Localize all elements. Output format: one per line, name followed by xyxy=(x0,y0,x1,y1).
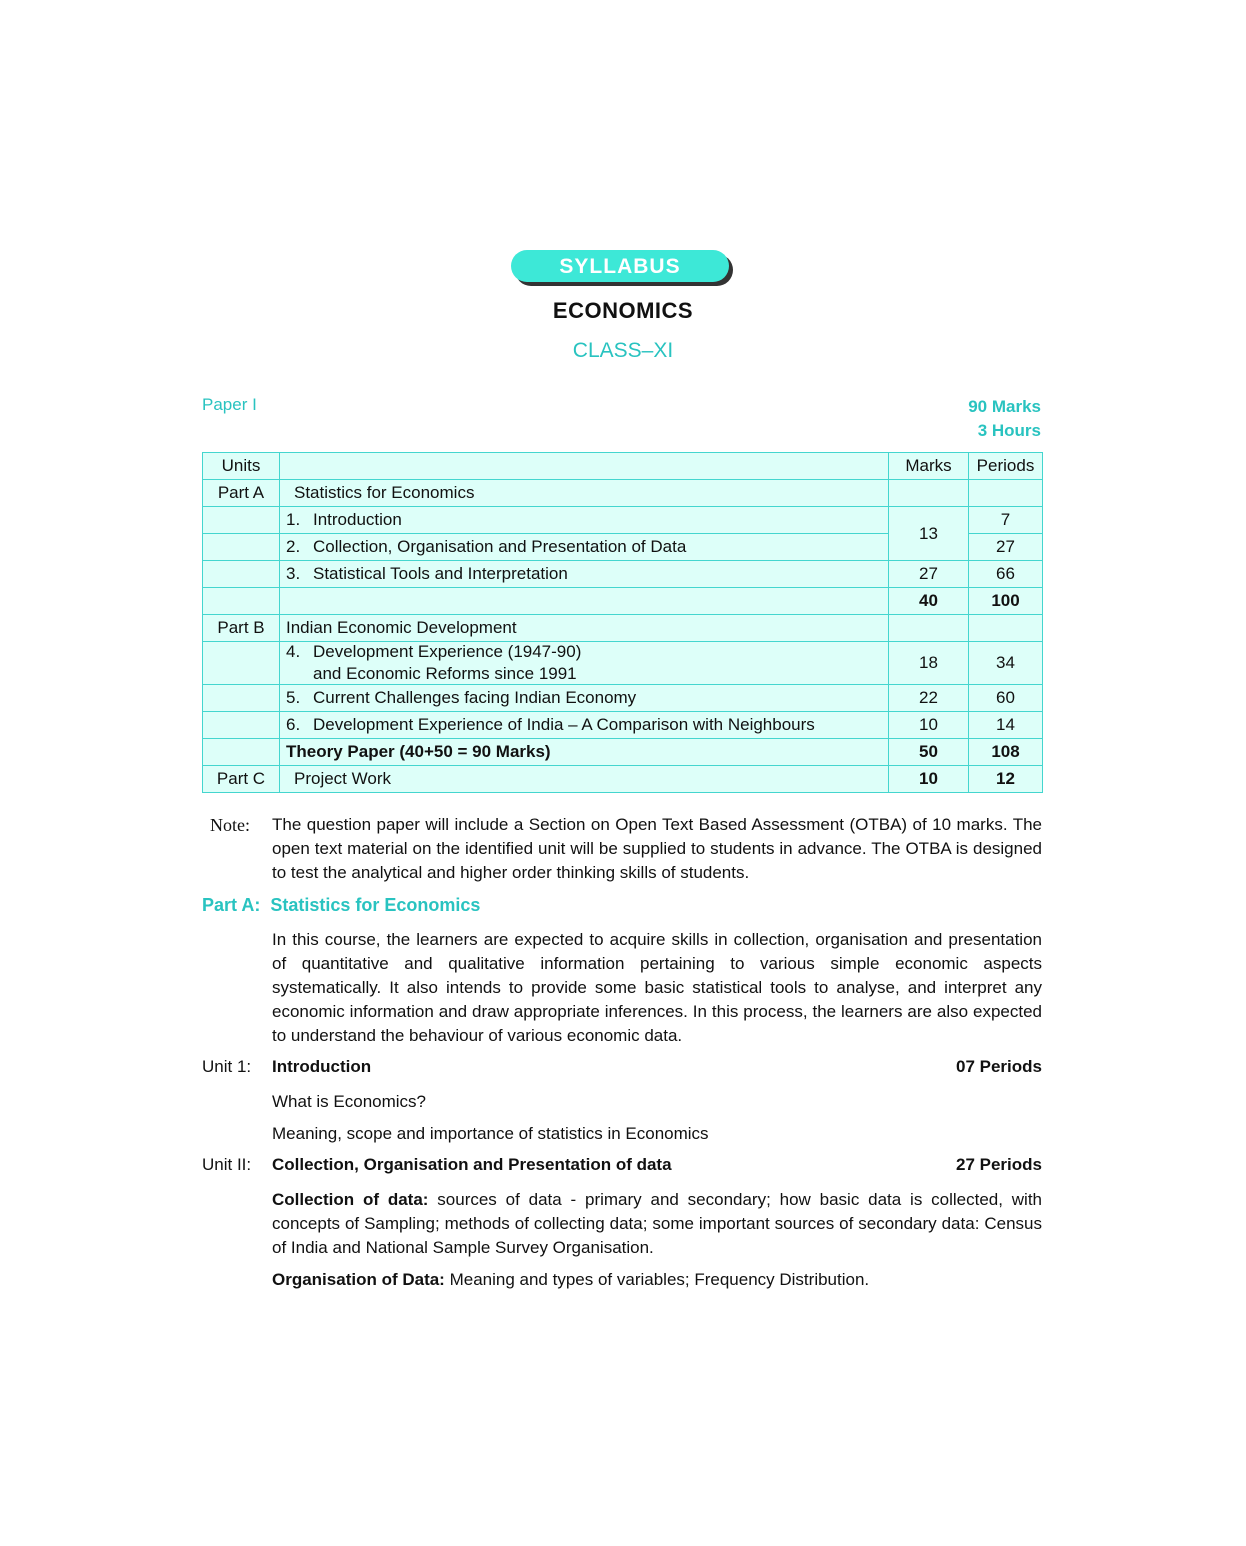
unit-2-periods: 27 Periods xyxy=(956,1155,1042,1174)
part-a-heading: Part A: Statistics for Economics xyxy=(202,895,481,915)
unit-2-header xyxy=(202,1155,1042,1175)
part-a-intro: In this course, the learners are expected to acquire skills in collection, organisation and presentation of quantitative and qualitative information pertaining to various simple economic aspects systematically. It also intends to provide some basic statistical tools to analyse, and interpret any economic information and draw appropriate inferences. In this process, the learners are also expected to understand the behaviour of various economic data. xyxy=(272,930,1042,1045)
theory-periods: 108 xyxy=(969,739,1043,766)
table-row xyxy=(203,561,1043,588)
unit-2-label: Unit II: xyxy=(202,1155,252,1174)
badge-label: SYLLABUS xyxy=(511,250,729,282)
header-units: Units xyxy=(203,453,280,480)
row-periods: 7 xyxy=(969,507,1043,534)
header-periods: Periods xyxy=(969,453,1043,480)
table-row xyxy=(203,685,1043,712)
subtotal-marks: 40 xyxy=(889,588,969,615)
part-c-label: Part C xyxy=(203,766,280,793)
row-text: 1. Introduction xyxy=(280,507,889,534)
theory-text: Theory Paper (40+50 = 90 Marks) xyxy=(280,739,889,766)
collection-text: sources of data - primary and secondary; how basic data is collected, with concepts of Sampling; methods of collecting data; some important sources of secondary data: Census of India and National Sample Survey Organisation. xyxy=(272,1190,1043,1257)
part-a-title: Statistics for Economics xyxy=(280,480,889,507)
row-marks: 18 xyxy=(889,642,969,685)
row-periods: 66 xyxy=(969,561,1043,588)
part-c-marks: 10 xyxy=(889,766,969,793)
subtotal-periods: 100 xyxy=(969,588,1043,615)
unit-1-title: Introduction xyxy=(272,1057,372,1076)
table-row-subtotal xyxy=(203,588,1043,615)
unit-1-line-2: Meaning, scope and importance of statistics in Economics xyxy=(272,1124,709,1143)
organisation-label: Organisation of Data: xyxy=(272,1270,445,1289)
row-periods: 34 xyxy=(969,642,1043,685)
unit-1-periods: 07 Periods xyxy=(956,1057,1042,1076)
part-a-label: Part A xyxy=(203,480,280,507)
row-periods: 14 xyxy=(969,712,1043,739)
table-row xyxy=(203,507,1043,534)
part-b-label: Part B xyxy=(203,615,280,642)
part-b-title: Indian Economic Development xyxy=(280,615,889,642)
note-label: Note: xyxy=(210,815,250,835)
marks-units-1-2: 13 xyxy=(889,507,969,561)
unit-1-label: Unit 1: xyxy=(202,1057,252,1076)
unit-2-collection-para xyxy=(272,1188,1042,1260)
note-block xyxy=(210,813,1042,885)
row-text: 3. Statistical Tools and Interpretation xyxy=(280,561,889,588)
row-marks: 22 xyxy=(889,685,969,712)
row-periods: 60 xyxy=(969,685,1043,712)
unit-1-line-1: What is Economics? xyxy=(272,1092,426,1111)
row-text: 6. Development Experience of India – A Comparison with Neighbours xyxy=(280,712,889,739)
header-title xyxy=(280,453,889,480)
row-text: 4. Development Experience (1947-90) and Economic Reforms since 1991 xyxy=(280,642,889,685)
collection-label: Collection of data: xyxy=(272,1190,429,1209)
syllabus-badge xyxy=(511,250,735,288)
note-text: The question paper will include a Section on Open Text Based Assessment (OTBA) of 10 marks. The open text material on the identified unit will be supplied to students in advance. The OTBA is designed to test the analytical and higher order thinking skills of students. xyxy=(272,815,1042,882)
theory-marks: 50 xyxy=(889,739,969,766)
class-label: CLASS–XI xyxy=(572,339,674,362)
table-row-theory xyxy=(203,739,1043,766)
row-marks: 27 xyxy=(889,561,969,588)
unit-1-header xyxy=(202,1057,1042,1077)
part-c-title: Project Work xyxy=(280,766,889,793)
row-periods: 27 xyxy=(969,534,1043,561)
paper-info xyxy=(968,395,1041,443)
table-row xyxy=(203,642,1043,685)
unit-2-organisation-para xyxy=(272,1268,1042,1292)
table-row-part-b xyxy=(203,615,1043,642)
table-row xyxy=(203,712,1043,739)
paper-name: Paper I xyxy=(202,395,257,414)
table-row-part-a xyxy=(203,480,1043,507)
part-c-periods: 12 xyxy=(969,766,1043,793)
table-row-part-c xyxy=(203,766,1043,793)
row-text: 2. Collection, Organisation and Presentation of Data xyxy=(280,534,889,561)
subject-title: ECONOMICS xyxy=(552,298,694,323)
row-marks: 10 xyxy=(889,712,969,739)
paper-marks: 90 Marks xyxy=(968,397,1041,416)
paper-hours: 3 Hours xyxy=(977,421,1041,440)
table-header-row xyxy=(203,453,1043,480)
unit-2-title: Collection, Organisation and Presentation of data xyxy=(272,1155,672,1174)
syllabus-table xyxy=(202,452,1043,793)
header-marks: Marks xyxy=(889,453,969,480)
row-text: 5. Current Challenges facing Indian Economy xyxy=(280,685,889,712)
organisation-text: Meaning and types of variables; Frequency Distribution. xyxy=(444,1270,870,1289)
